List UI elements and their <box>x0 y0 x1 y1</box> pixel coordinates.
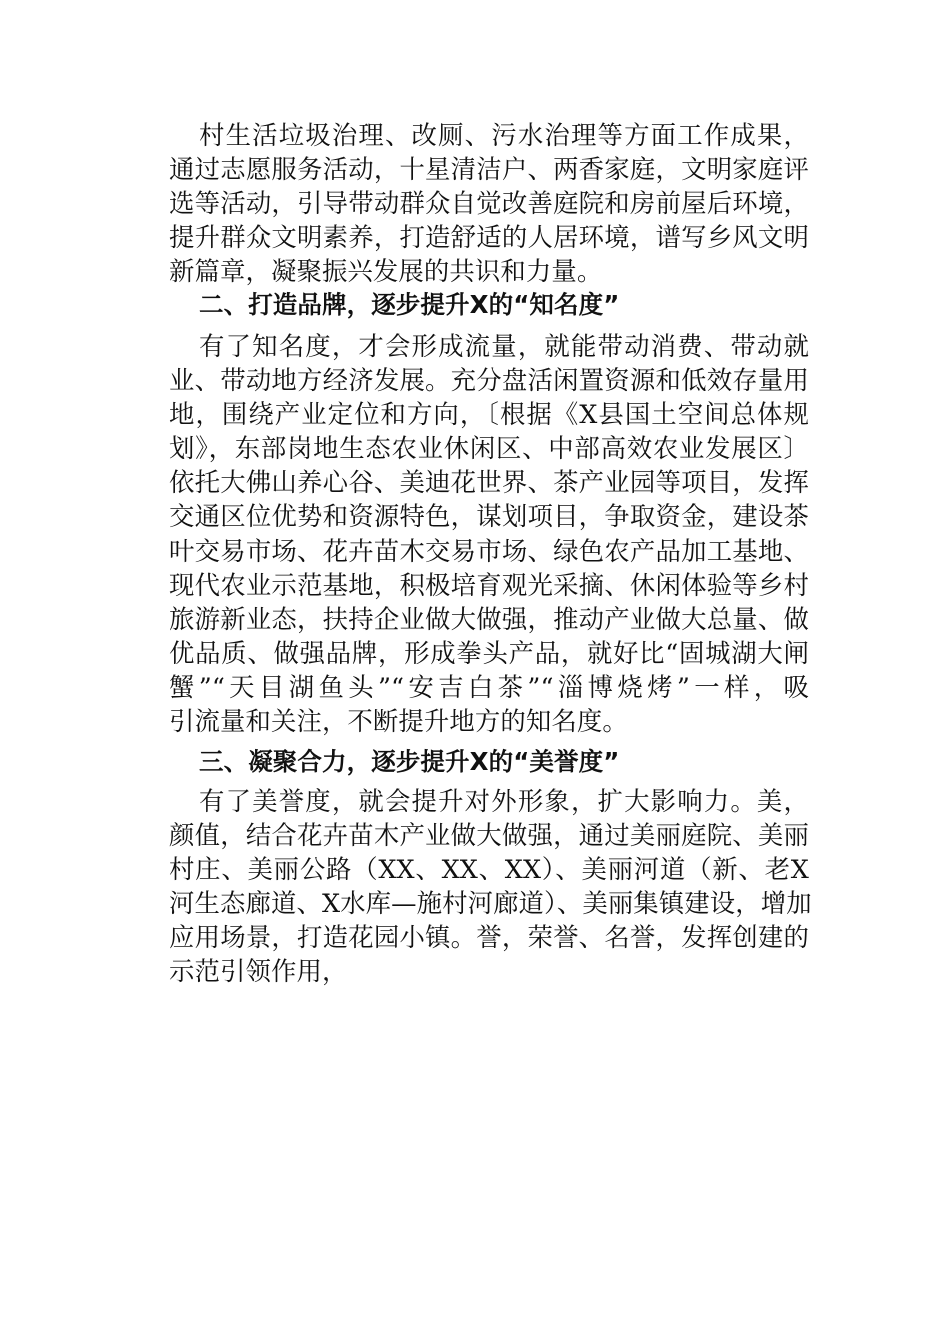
body-text-line: 颜值，结合花卉苗木产业做大做强，通过美丽庭院、美丽 <box>169 820 809 850</box>
body-text-line: 现代农业示范基地，积极培育观光采摘、休闲体验等乡村 <box>169 570 809 600</box>
body-text-line: 村庄、美丽公路（XX、XX、XX）、美丽河道（新、老X <box>169 854 809 884</box>
body-text-line: 应用场景，打造花园小镇。誉，荣誉、名誉，发挥创建的 <box>169 922 809 952</box>
body-text-line: 引流量和关注，不断提升地方的知名度。 <box>169 706 628 736</box>
body-text-line: 有了美誉度，就会提升对外形象，扩大影响力。美， <box>199 786 809 816</box>
body-text-line: 划》，东部岗地生态农业休闲区、中部高效农业发展区〕 <box>169 433 809 463</box>
body-text-line: 通过志愿服务活动，十星清洁户、两香家庭，文明家庭评 <box>169 154 809 184</box>
body-text-line: 村生活垃圾治理、改厕、污水治理等方面工作成果， <box>199 120 809 150</box>
body-text-line: 提升群众文明素养，打造舒适的人居环境，谱写乡风文明 <box>169 222 809 252</box>
body-text-line: 交通区位优势和资源特色，谋划项目，争取资金，建设茶 <box>169 501 809 531</box>
body-text-line: 地，围绕产业定位和方向，〔根据《X县国土空间总体规 <box>169 399 809 429</box>
body-text-line: 优品质、做强品牌，形成拳头产品，就好比“固城湖大闸 <box>169 638 809 668</box>
body-text-line: 依托大佛山养心谷、美迪花世界、茶产业园等项目，发挥 <box>169 467 809 497</box>
body-text-line: 新篇章，凝聚振兴发展的共识和力量。 <box>169 256 603 286</box>
body-text-line: 业、带动地方经济发展。充分盘活闲置资源和低效存量用 <box>169 365 809 395</box>
body-text-line: 蟹”“天目湖鱼头”“安吉白茶”“淄博烧烤”一样，吸 <box>169 672 809 702</box>
section-heading: 三、凝聚合力，逐步提升X的“美誉度” <box>199 747 620 776</box>
body-text-line: 有了知名度，才会形成流量，就能带动消费、带动就 <box>199 331 809 361</box>
body-text-line: 示范引领作用， <box>169 956 348 986</box>
body-text-line: 选等活动，引导带动群众自觉改善庭院和房前屋后环境， <box>169 188 809 218</box>
body-text-line: 河生态廊道、X水库—施村河廊道）、美丽集镇建设，增加 <box>169 888 812 918</box>
section-heading: 二、打造品牌，逐步提升X的“知名度” <box>199 290 620 319</box>
body-text-line: 叶交易市场、花卉苗木交易市场、绿色农产品加工基地、 <box>169 536 809 566</box>
body-text-line: 旅游新业态，扶持企业做大做强，推动产业做大总量、做 <box>169 604 809 634</box>
